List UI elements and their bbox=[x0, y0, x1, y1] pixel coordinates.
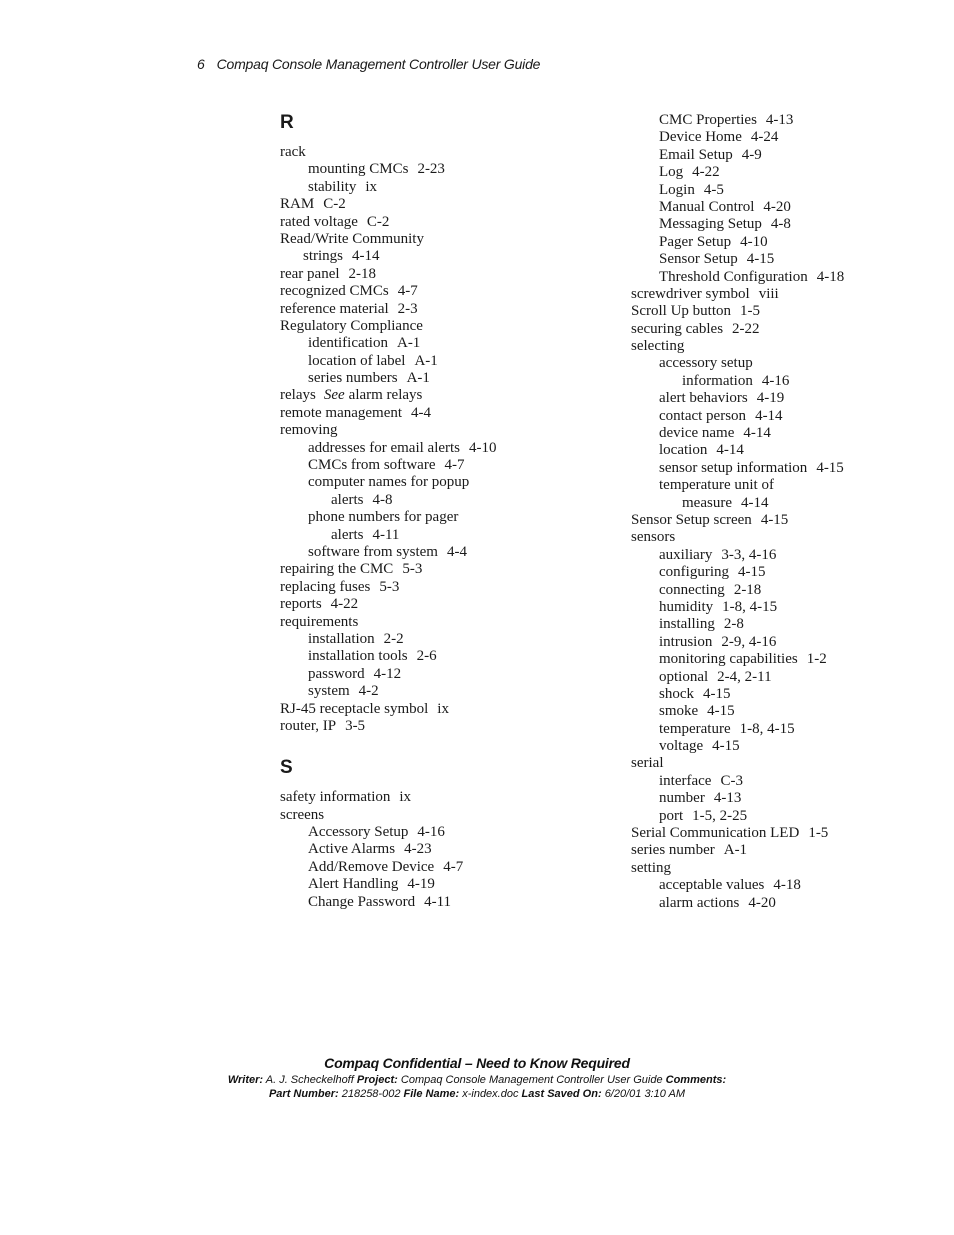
entry-page-ref: 3-3, 4-16 bbox=[721, 546, 777, 563]
index-subentry bbox=[280, 876, 580, 893]
index-entry bbox=[280, 789, 580, 806]
entry-term: Manual Control bbox=[659, 198, 755, 215]
index-subentry-continuation bbox=[631, 373, 931, 390]
entry-term: reports bbox=[280, 596, 322, 613]
project-value: Compaq Console Management Controller User Guide bbox=[400, 1074, 663, 1086]
index-subentry bbox=[280, 370, 580, 387]
entry-page-ref: 4-2 bbox=[358, 683, 379, 700]
entry-term: sensors bbox=[631, 529, 676, 546]
index-subentry bbox=[631, 129, 931, 146]
entry-page-ref: alarm relays bbox=[348, 387, 423, 404]
entry-term: auxiliary bbox=[659, 546, 713, 563]
index-subentry bbox=[280, 824, 580, 841]
entry-page-ref: C-3 bbox=[720, 772, 743, 789]
entry-page-ref: 4-22 bbox=[692, 164, 720, 181]
entry-page-ref: 4-10 bbox=[469, 439, 497, 456]
index-subentry bbox=[631, 355, 931, 372]
entry-term: CMC Properties bbox=[659, 112, 757, 128]
entry-page-ref: 4-19 bbox=[756, 390, 785, 407]
index-subentry-continuation bbox=[631, 495, 931, 512]
entry-page-ref: ix bbox=[437, 700, 449, 717]
entry-page-ref: 2-6 bbox=[416, 648, 437, 665]
index-subentry bbox=[280, 509, 580, 526]
entry-term: sensor setup information bbox=[659, 459, 808, 476]
index-entry bbox=[280, 614, 580, 631]
entry-term: recognized CMCs bbox=[280, 283, 389, 300]
index-subentry bbox=[280, 335, 580, 352]
entry-term: software from system bbox=[308, 543, 438, 560]
entry-page-ref: 4-14 bbox=[755, 407, 783, 424]
entry-term: rear panel bbox=[280, 265, 340, 282]
entry-term: Log bbox=[659, 164, 684, 181]
index-entry bbox=[280, 214, 580, 231]
entry-page-ref: C-2 bbox=[323, 196, 346, 213]
entry-term: Active Alarms bbox=[308, 841, 396, 858]
writer-label: Writer: bbox=[227, 1074, 264, 1086]
entry-term: number bbox=[659, 790, 705, 807]
entry-page-ref: 2-3 bbox=[397, 300, 418, 317]
entry-term: router, IP bbox=[280, 717, 337, 734]
index-subentry bbox=[280, 631, 580, 648]
entry-term: acceptable values bbox=[659, 877, 765, 894]
index-subentry bbox=[631, 460, 931, 477]
index-subentry bbox=[631, 477, 931, 494]
index-subentry bbox=[280, 683, 580, 700]
index-column-left bbox=[280, 110, 580, 911]
index-entry bbox=[280, 318, 580, 335]
entry-page-ref: 4-15 bbox=[712, 738, 740, 755]
entry-term: repairing the CMC bbox=[280, 561, 394, 578]
entry-page-ref: 4-11 bbox=[424, 893, 452, 910]
index-entry bbox=[280, 807, 580, 824]
entry-term: installing bbox=[659, 616, 715, 633]
entry-page-ref: 2-18 bbox=[348, 265, 377, 282]
entry-page-ref: 4-12 bbox=[373, 665, 402, 682]
entry-page-ref: 4-15 bbox=[760, 511, 789, 528]
entry-term: Device Home bbox=[659, 129, 742, 146]
entry-term: CMCs from software bbox=[308, 457, 436, 474]
footer-metadata-line-1 bbox=[0, 1074, 954, 1086]
entry-page-ref: 4-15 bbox=[816, 459, 844, 476]
entry-term: relays bbox=[280, 387, 316, 404]
entry-page-ref: C-2 bbox=[366, 213, 390, 230]
entry-term: safety information bbox=[280, 789, 391, 806]
index-entry bbox=[280, 405, 580, 422]
entry-page-ref: 4-4 bbox=[411, 404, 432, 421]
index-entry bbox=[631, 860, 931, 877]
index-entry bbox=[280, 301, 580, 318]
entry-term: Threshold Configuration bbox=[659, 268, 808, 285]
entry-term: setting bbox=[631, 859, 671, 876]
entry-page-ref: 1-5 bbox=[740, 303, 760, 320]
entry-page-ref: 4-14 bbox=[716, 442, 744, 459]
index-subentry bbox=[280, 666, 580, 683]
entry-page-ref: 2-9, 4-16 bbox=[721, 633, 777, 650]
entry-page-ref: 2-18 bbox=[733, 581, 762, 598]
index-subentry bbox=[631, 721, 931, 738]
entry-term: accessory setup bbox=[659, 355, 753, 372]
entry-term: Login bbox=[659, 181, 695, 198]
entry-page-ref: 4-14 bbox=[743, 425, 771, 442]
entry-page-ref: 5-3 bbox=[379, 578, 400, 595]
index-subentry-continuation bbox=[280, 492, 580, 509]
entry-page-ref: 5-3 bbox=[402, 561, 423, 578]
entry-page-ref: 4-4 bbox=[446, 543, 467, 560]
entry-term: RJ-45 receptacle symbol bbox=[280, 700, 429, 717]
entry-term: screens bbox=[280, 806, 325, 823]
index-subentry bbox=[631, 251, 931, 268]
index-subentry bbox=[631, 269, 931, 286]
index-entry bbox=[631, 529, 931, 546]
entry-term: connecting bbox=[659, 581, 725, 598]
entry-page-ref: 4-15 bbox=[737, 564, 766, 581]
entry-term: phone numbers for pager bbox=[308, 509, 459, 526]
index-subentry bbox=[631, 616, 931, 633]
index-subentry bbox=[631, 773, 931, 790]
section-heading-r: R bbox=[280, 112, 294, 133]
entry-page-ref: 1-5 bbox=[808, 825, 829, 842]
entry-term: Scroll Up button bbox=[631, 303, 731, 320]
entry-term: securing cables bbox=[631, 320, 724, 337]
entry-page-ref: 4-18 bbox=[773, 877, 801, 894]
entry-term: computer names for popup bbox=[308, 474, 470, 491]
entry-page-ref: 2-23 bbox=[417, 161, 445, 178]
entry-term: series numbers bbox=[308, 370, 398, 387]
index-subentry bbox=[631, 199, 931, 216]
entry-term: smoke bbox=[659, 703, 699, 720]
last-saved-label: Last Saved On: bbox=[521, 1088, 602, 1100]
index-subentry bbox=[631, 808, 931, 825]
index-entry bbox=[280, 144, 580, 161]
entry-page-ref: A-1 bbox=[396, 335, 421, 352]
entry-page-ref: 4-9 bbox=[741, 146, 762, 163]
index-entry bbox=[280, 387, 580, 404]
entry-term: monitoring capabilities bbox=[659, 651, 798, 668]
index-entry bbox=[631, 755, 931, 772]
entry-page-ref: 1-5, 2-25 bbox=[692, 807, 748, 824]
entry-term: installation bbox=[308, 630, 375, 647]
index-subentry bbox=[631, 738, 931, 755]
entry-page-ref: ix bbox=[399, 789, 412, 806]
entry-term: Pager Setup bbox=[659, 233, 732, 250]
index-subentry bbox=[631, 564, 931, 581]
entry-term: stability bbox=[308, 178, 357, 195]
index-subentry bbox=[280, 353, 580, 370]
entry-page-ref: 2-8 bbox=[723, 616, 744, 633]
entry-page-ref: 4-15 bbox=[746, 251, 775, 268]
index-subentry bbox=[280, 894, 580, 911]
index-subentry bbox=[631, 651, 931, 668]
entry-page-ref: 4-14 bbox=[740, 494, 769, 511]
entry-term: selecting bbox=[631, 338, 685, 355]
section-heading-s: S bbox=[280, 757, 293, 779]
index-subentry bbox=[280, 440, 580, 457]
index-subentry bbox=[631, 790, 931, 807]
file-name-label: File Name: bbox=[403, 1088, 460, 1100]
index-entry bbox=[280, 196, 580, 213]
entry-page-ref: 4-20 bbox=[763, 198, 791, 215]
entry-page-ref: 4-24 bbox=[750, 129, 779, 146]
index-entry bbox=[280, 266, 580, 283]
entry-term: rack bbox=[280, 144, 306, 160]
index-entry-continuation bbox=[280, 248, 580, 265]
index-entry bbox=[280, 718, 580, 735]
entry-page-ref: 2-22 bbox=[732, 320, 760, 337]
entry-page-ref: 4-7 bbox=[444, 457, 465, 474]
entry-page-ref: A-1 bbox=[406, 370, 430, 387]
entry-page-ref: 4-16 bbox=[417, 824, 445, 841]
entry-term: Add/Remove Device bbox=[308, 858, 435, 875]
index-entry bbox=[280, 283, 580, 300]
index-subentry bbox=[631, 599, 931, 616]
index-entry bbox=[280, 701, 580, 718]
index-subentry bbox=[631, 877, 931, 894]
entry-page-ref: 4-19 bbox=[407, 876, 435, 893]
entry-term: humidity bbox=[659, 598, 714, 615]
entry-term: Read/Write Community bbox=[280, 230, 424, 247]
writer-value: A. J. Scheckelhoff bbox=[265, 1074, 354, 1086]
index-subentry bbox=[280, 544, 580, 561]
entry-page-ref: 4-20 bbox=[748, 894, 776, 911]
entry-term: screwdriver symbol bbox=[631, 285, 750, 302]
index-subentry bbox=[280, 179, 580, 196]
entry-term: Serial Communication LED bbox=[631, 825, 800, 842]
entry-term: alarm actions bbox=[659, 894, 740, 911]
entry-page-ref: 3-5 bbox=[345, 717, 366, 734]
entry-term: interface bbox=[659, 772, 712, 789]
entry-page-ref: 4-13 bbox=[713, 790, 742, 807]
entry-page-ref: ix bbox=[365, 178, 378, 195]
index-subentry bbox=[631, 390, 931, 407]
entry-term: reference material bbox=[280, 300, 389, 317]
entry-term: alerts bbox=[331, 491, 364, 508]
index-subentry bbox=[631, 442, 931, 459]
entry-page-ref: 4-8 bbox=[770, 216, 791, 233]
index-subentry bbox=[280, 161, 580, 178]
entry-term: identification bbox=[308, 335, 388, 352]
file-name-value: x-index.doc bbox=[462, 1088, 519, 1100]
entry-term: temperature unit of bbox=[659, 477, 774, 494]
entry-term: temperature bbox=[659, 720, 731, 737]
index-subentry bbox=[631, 634, 931, 651]
see-reference: See bbox=[323, 387, 345, 404]
index-entry bbox=[631, 303, 931, 320]
running-header bbox=[197, 56, 540, 72]
index-entry bbox=[631, 825, 931, 842]
index-subentry bbox=[631, 686, 931, 703]
index-subentry bbox=[631, 547, 931, 564]
entry-term: Alert Handling bbox=[308, 876, 399, 893]
entry-term: remote management bbox=[280, 404, 403, 421]
index-subentry bbox=[631, 182, 931, 199]
entry-page-ref: A-1 bbox=[414, 352, 438, 369]
entry-page-ref: A-1 bbox=[723, 842, 748, 859]
document-title: Compaq Console Management Controller User Guide bbox=[216, 56, 541, 72]
index-subentry bbox=[280, 648, 580, 665]
entry-term: port bbox=[659, 807, 684, 824]
entry-term: RAM bbox=[280, 196, 315, 213]
entry-term: measure bbox=[682, 494, 732, 511]
index-entry bbox=[280, 422, 580, 439]
entry-term: location of label bbox=[308, 352, 406, 369]
index-subentry bbox=[280, 474, 580, 491]
entry-page-ref: 4-15 bbox=[703, 685, 731, 702]
index-subentry bbox=[631, 234, 931, 251]
index-entry bbox=[631, 286, 931, 303]
entry-term: shock bbox=[659, 685, 694, 702]
entry-page-ref: 4-15 bbox=[707, 703, 735, 720]
index-subentry bbox=[631, 164, 931, 181]
confidential-notice: Compaq Confidential – Need to Know Required bbox=[324, 1055, 630, 1071]
page-number: 6 bbox=[197, 56, 205, 72]
entry-term: alerts bbox=[331, 526, 364, 543]
entry-page-ref: 4-7 bbox=[397, 283, 418, 300]
entry-term: installation tools bbox=[308, 648, 408, 665]
index-subentry bbox=[631, 147, 931, 164]
index-entry bbox=[631, 321, 931, 338]
index-entry bbox=[631, 338, 931, 355]
index-entry bbox=[631, 512, 931, 529]
last-saved-value: 6/20/01 3:10 AM bbox=[604, 1088, 686, 1100]
entry-term: removing bbox=[280, 422, 338, 439]
entry-page-ref: 4-11 bbox=[372, 526, 400, 543]
entry-page-ref: 4-8 bbox=[372, 491, 393, 508]
index-subentry bbox=[631, 112, 931, 129]
entry-page-ref: 4-18 bbox=[816, 268, 845, 285]
project-label: Project: bbox=[356, 1074, 398, 1086]
entry-term: optional bbox=[659, 668, 709, 685]
index-column-right bbox=[631, 112, 931, 912]
entry-term: Email Setup bbox=[659, 146, 733, 163]
entry-term: Sensor Setup bbox=[659, 251, 738, 268]
index-entry bbox=[280, 579, 580, 596]
entry-page-ref: 1-8, 4-15 bbox=[722, 598, 778, 615]
entry-page-ref: 2-4, 2-11 bbox=[717, 668, 772, 685]
part-number-label: Part Number: bbox=[268, 1088, 339, 1100]
entry-term: device name bbox=[659, 425, 735, 442]
entry-term: configuring bbox=[659, 564, 729, 581]
index-entry bbox=[631, 842, 931, 859]
entry-page-ref: 4-7 bbox=[443, 858, 464, 875]
entry-page-ref: 2-2 bbox=[383, 630, 404, 647]
part-number-value: 218258-002 bbox=[341, 1088, 401, 1100]
entry-term: Messaging Setup bbox=[659, 216, 762, 233]
entry-term: series number bbox=[631, 842, 715, 859]
index-subentry bbox=[631, 669, 931, 686]
entry-term: replacing fuses bbox=[280, 578, 371, 595]
index-subentry bbox=[631, 425, 931, 442]
entry-term: Change Password bbox=[308, 893, 416, 910]
index-subentry bbox=[280, 841, 580, 858]
index-subentry bbox=[280, 457, 580, 474]
entry-term: requirements bbox=[280, 613, 359, 630]
comments-label: Comments: bbox=[665, 1074, 727, 1086]
entry-page-ref: 4-23 bbox=[404, 841, 432, 858]
entry-term: mounting CMCs bbox=[308, 161, 409, 178]
entry-term: strings bbox=[303, 248, 344, 265]
footer-metadata-line-2 bbox=[0, 1088, 954, 1100]
index-subentry bbox=[631, 408, 931, 425]
index-entry bbox=[280, 561, 580, 578]
entry-term: Accessory Setup bbox=[308, 824, 409, 841]
entry-page-ref: 1-8, 4-15 bbox=[739, 720, 795, 737]
entry-term: location bbox=[659, 442, 708, 459]
entry-term: addresses for email alerts bbox=[308, 439, 461, 456]
index-entry bbox=[280, 596, 580, 613]
entry-term: intrusion bbox=[659, 633, 713, 650]
entry-term: voltage bbox=[659, 738, 704, 755]
entry-page-ref: 4-16 bbox=[761, 372, 790, 389]
index-entry bbox=[280, 231, 580, 248]
entry-term: password bbox=[308, 665, 365, 682]
entry-page-ref: viii bbox=[758, 285, 779, 302]
entry-term: Sensor Setup screen bbox=[631, 511, 752, 528]
index-subentry-continuation bbox=[280, 527, 580, 544]
entry-term: Regulatory Compliance bbox=[280, 317, 423, 334]
entry-term: alert behaviors bbox=[659, 390, 748, 407]
index-subentry bbox=[631, 216, 931, 233]
index-subentry bbox=[631, 895, 931, 912]
entry-page-ref: 4-5 bbox=[703, 181, 724, 198]
index-subentry bbox=[280, 859, 580, 876]
entry-term: contact person bbox=[659, 407, 747, 424]
entry-page-ref: 1-2 bbox=[806, 651, 827, 668]
entry-term: rated voltage bbox=[280, 213, 358, 230]
entry-page-ref: 4-22 bbox=[330, 596, 359, 613]
entry-page-ref: 4-14 bbox=[352, 248, 380, 265]
entry-term: information bbox=[682, 372, 753, 389]
index-subentry bbox=[631, 582, 931, 599]
entry-term: system bbox=[308, 683, 350, 700]
entry-page-ref: 4-13 bbox=[765, 112, 794, 128]
entry-term: serial bbox=[631, 755, 664, 772]
index-subentry bbox=[631, 703, 931, 720]
entry-page-ref: 4-10 bbox=[740, 233, 768, 250]
